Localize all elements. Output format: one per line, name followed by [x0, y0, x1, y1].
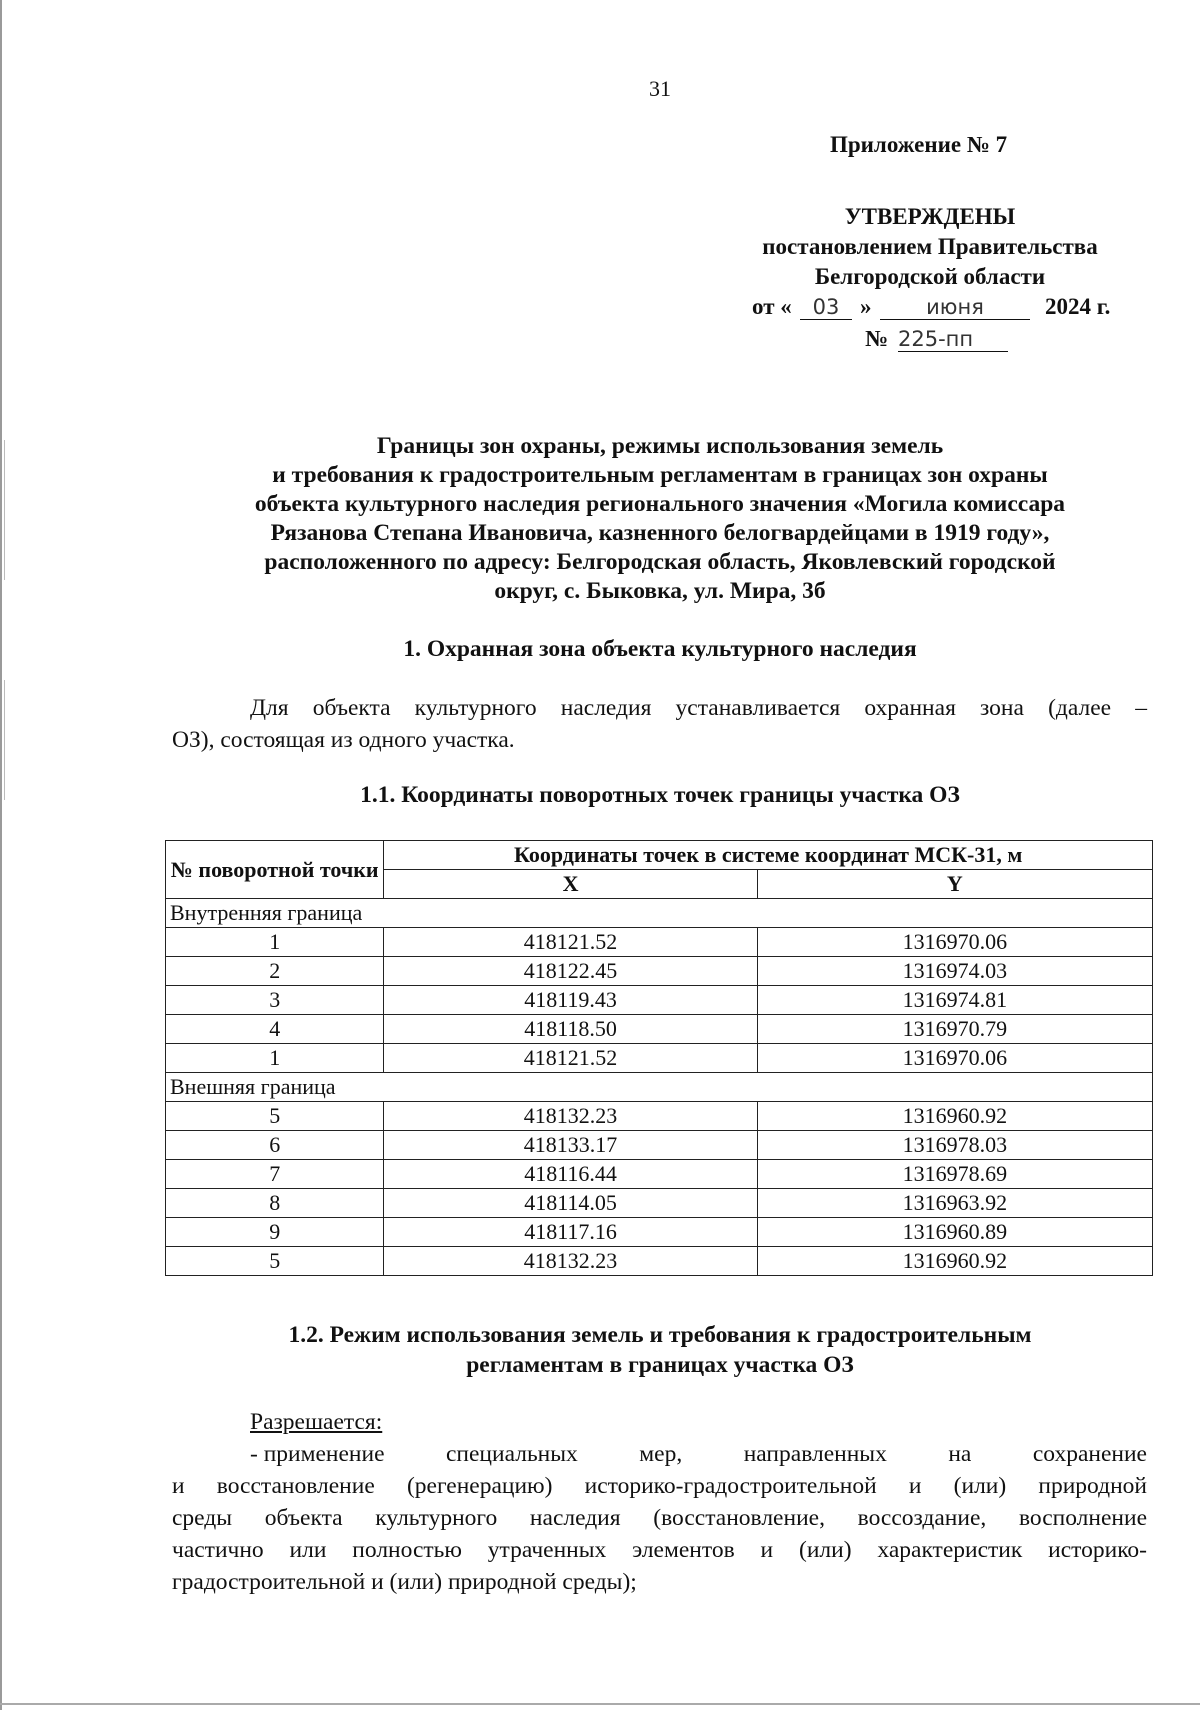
- y-cell: 1316978.69: [757, 1160, 1152, 1189]
- table-group-label: Внутренняя граница: [166, 899, 1153, 928]
- col-y-header: Y: [757, 870, 1152, 899]
- y-cell: 1316960.89: [757, 1218, 1152, 1247]
- para-line: ОЗ), состоящая из одного участка.: [172, 727, 515, 753]
- x-cell: 418116.44: [384, 1160, 757, 1189]
- section-1-paragraph: [172, 692, 1147, 756]
- date-day: 03: [800, 292, 852, 320]
- point-number-cell: 3: [166, 986, 384, 1015]
- scan-edge: [0, 0, 2, 1710]
- scan-bottom-edge: [0, 1703, 1200, 1705]
- table-row: [166, 1102, 1153, 1131]
- item-word: специальных: [446, 1441, 578, 1467]
- y-cell: 1316974.81: [757, 986, 1152, 1015]
- x-cell: 418114.05: [384, 1189, 757, 1218]
- allowed-label: Разрешается:: [250, 1409, 383, 1435]
- point-number-cell: 1: [166, 1044, 384, 1073]
- table-row: [166, 928, 1153, 957]
- date-year: 2024 г.: [1045, 294, 1111, 319]
- col-coords-header: Координаты точек в системе координат МСК-31, м: [384, 841, 1153, 870]
- title-line: и требования к градостроительным регламентам в границах зон охраны: [272, 462, 1048, 488]
- approval-date: [700, 292, 1160, 324]
- date-close: »: [860, 294, 872, 319]
- x-cell: 418117.16: [384, 1218, 757, 1247]
- y-cell: 1316963.92: [757, 1189, 1152, 1218]
- para-line: градостроительной и (или) природной среды);: [172, 1569, 637, 1595]
- y-cell: 1316974.03: [757, 957, 1152, 986]
- heading-line: регламентам в границах участка ОЗ: [466, 1352, 854, 1378]
- table-group-row: [166, 899, 1153, 928]
- col-x-header: X: [384, 870, 757, 899]
- x-cell: 418119.43: [384, 986, 757, 1015]
- point-number-cell: 6: [166, 1131, 384, 1160]
- approved-heading: УТВЕРЖДЕНЫ: [844, 204, 1016, 229]
- y-cell: 1316970.06: [757, 1044, 1152, 1073]
- page-number: 31: [649, 76, 671, 101]
- point-number-cell: 4: [166, 1015, 384, 1044]
- para-line: и восстановление (регенерацию) историко-градостроительной и (или) природной: [172, 1473, 1147, 1499]
- section-1-2-heading: [160, 1320, 1160, 1380]
- approved-by-line2: Белгородской области: [814, 264, 1046, 289]
- x-cell: 418132.23: [384, 1247, 757, 1276]
- date-prefix: от «: [752, 294, 792, 319]
- section-1-2-body: [172, 1406, 1147, 1598]
- table-group-label: Внешняя граница: [166, 1073, 1153, 1102]
- y-cell: 1316960.92: [757, 1102, 1152, 1131]
- section-1-heading: 1. Охранная зона объекта культурного наследия: [403, 636, 917, 662]
- item-word: направленных: [743, 1441, 887, 1467]
- coordinates-table: [165, 840, 1153, 1276]
- number-value: 225-пп: [898, 324, 1008, 352]
- heading-line: 1.2. Режим использования земель и требования к градостроительным: [288, 1322, 1032, 1348]
- para-line: частично или полностью утраченных элементов и (или) характеристик историко-: [172, 1537, 1147, 1563]
- document-title: [150, 432, 1170, 606]
- item-word: - применение: [250, 1441, 385, 1467]
- point-number-cell: 5: [166, 1102, 384, 1131]
- y-cell: 1316970.79: [757, 1015, 1152, 1044]
- point-number-cell: 5: [166, 1247, 384, 1276]
- x-cell: 418121.52: [384, 928, 757, 957]
- table-group-row: [166, 1073, 1153, 1102]
- table-row: [166, 1044, 1153, 1073]
- x-cell: 418133.17: [384, 1131, 757, 1160]
- y-cell: 1316960.92: [757, 1247, 1152, 1276]
- table-row: [166, 1218, 1153, 1247]
- title-line: расположенного по адресу: Белгородская область, Яковлевский городской: [264, 549, 1056, 575]
- approved-by-line1: постановлением Правительства: [762, 234, 1098, 259]
- point-number-cell: 1: [166, 928, 384, 957]
- table-row: [166, 1189, 1153, 1218]
- x-cell: 418132.23: [384, 1102, 757, 1131]
- point-number-cell: 8: [166, 1189, 384, 1218]
- y-cell: 1316978.03: [757, 1131, 1152, 1160]
- table-row: [166, 957, 1153, 986]
- table-row: [166, 986, 1153, 1015]
- title-line: Рязанова Степана Ивановича, казненного белогвардейцами в 1919 году»,: [270, 520, 1050, 546]
- table-row: [166, 1247, 1153, 1276]
- approval-block: [700, 130, 1160, 356]
- allowed-item-line1: [172, 1438, 1147, 1470]
- title-line: Границы зон охраны, режимы использования земель: [376, 433, 944, 459]
- x-cell: 418118.50: [384, 1015, 757, 1044]
- point-number-cell: 9: [166, 1218, 384, 1247]
- table-row: [166, 1160, 1153, 1189]
- para-line: среды объекта культурного наследия (восстановление, воссоздание, восполнение: [172, 1505, 1147, 1531]
- para-line: Для объекта культурного наследия устанавливается охранная зона (далее –: [250, 695, 1147, 721]
- date-month: июня: [880, 292, 1030, 320]
- appendix-label: Приложение № 7: [830, 132, 1008, 157]
- title-line: округ, с. Быковка, ул. Мира, 3б: [494, 578, 826, 604]
- scan-edge-mark: [4, 440, 5, 580]
- point-number-cell: 7: [166, 1160, 384, 1189]
- title-line: объекта культурного наследия регионального значения «Могила комиссара: [254, 491, 1066, 517]
- y-cell: 1316970.06: [757, 928, 1152, 957]
- approval-number: [700, 324, 1160, 356]
- x-cell: 418122.45: [384, 957, 757, 986]
- table-row: [166, 1131, 1153, 1160]
- item-word: на: [948, 1441, 972, 1467]
- point-number-cell: 2: [166, 957, 384, 986]
- x-cell: 418121.52: [384, 1044, 757, 1073]
- item-word: сохранение: [1032, 1441, 1147, 1467]
- number-prefix: №: [865, 326, 889, 351]
- scan-edge-mark: [4, 680, 5, 800]
- col-point-header: № поворотной точки: [166, 841, 384, 899]
- section-1-1-heading: 1.1. Координаты поворотных точек границы участка ОЗ: [360, 782, 960, 808]
- table-row: [166, 1015, 1153, 1044]
- item-word: мер,: [639, 1441, 683, 1467]
